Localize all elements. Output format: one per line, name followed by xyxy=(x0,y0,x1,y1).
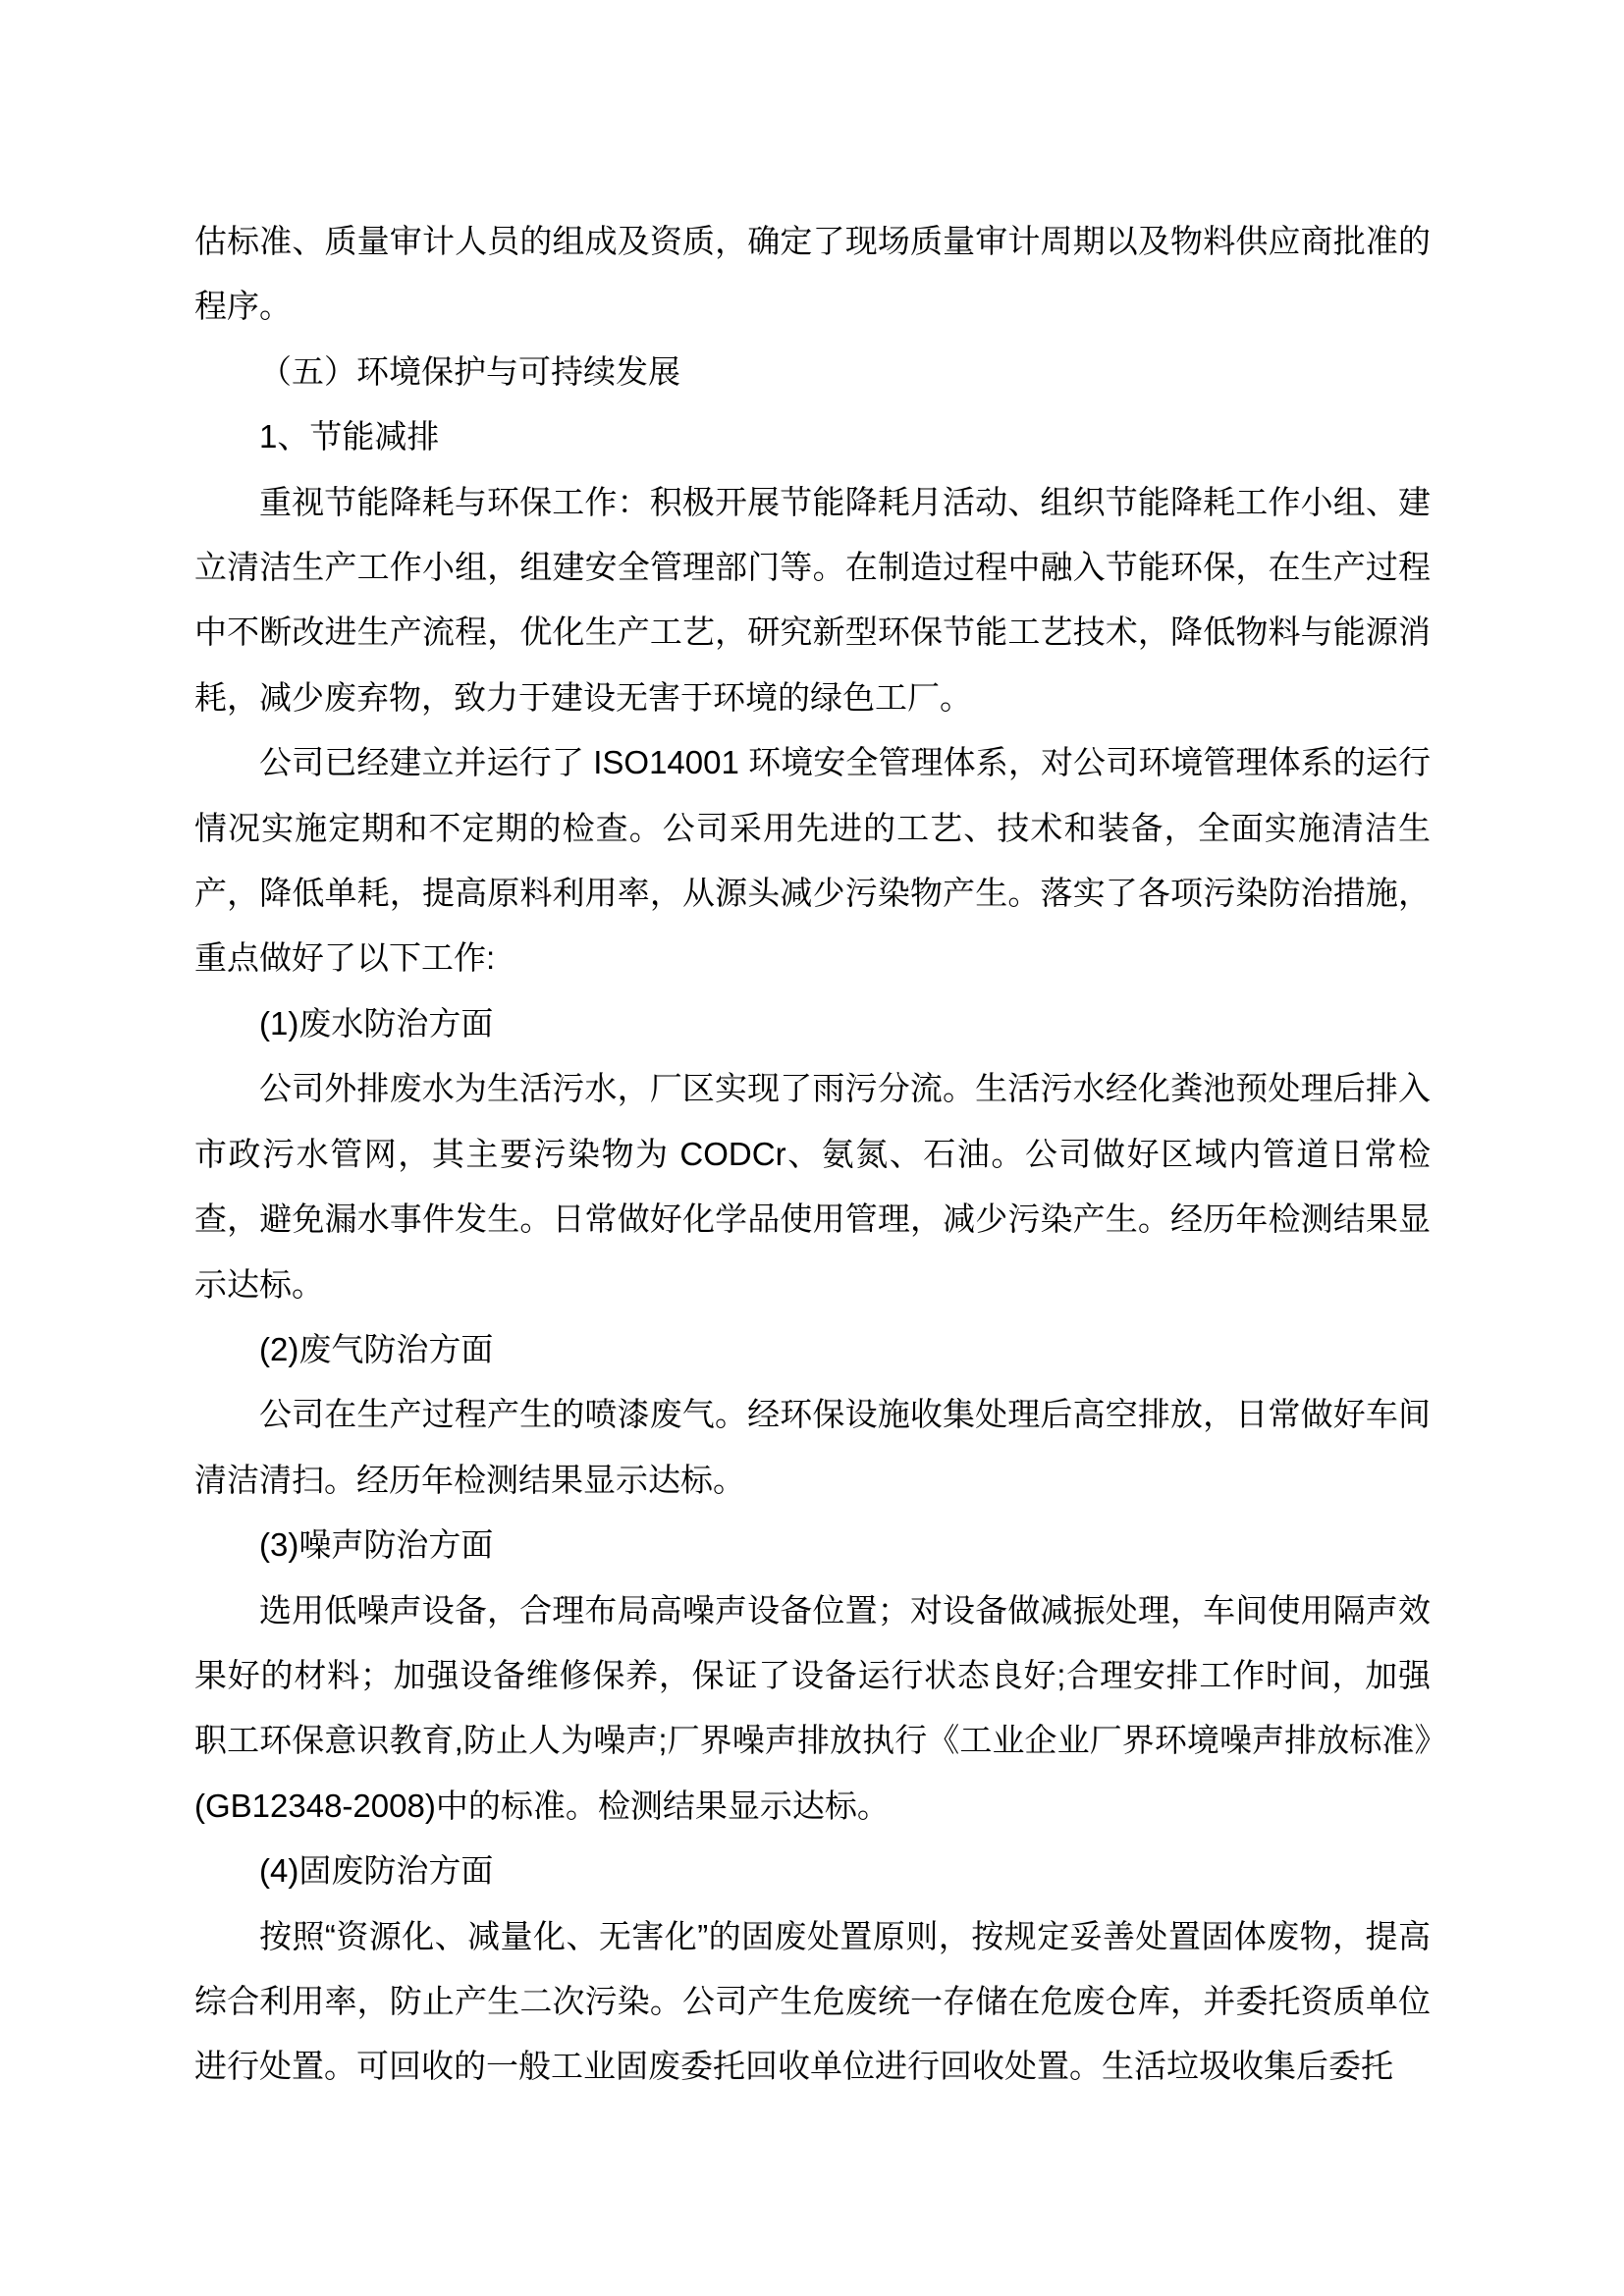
body-paragraph: 公司已经建立并运行了 ISO14001 环境安全管理体系，对公司环境管理体系的运行情况实施定期和不定期的检查。公司采用先进的工艺、技术和装备，全面实施清洁生产，降低单耗，提高原料利用率，从源头减少污染物产生。落实了各项污染防治措施，重点做好了以下工作: xyxy=(194,744,1431,977)
item-heading: (3)噪声防治方面 xyxy=(259,1526,494,1564)
body-paragraph: 公司在生产过程产生的喷漆废气。经环保设施收集处理后高空排放，日常做好车间清洁清扫。经历年检测结果显示达标。 xyxy=(194,1396,1431,1498)
item-heading: (2)废气防治方面 xyxy=(259,1330,494,1367)
body-paragraph: 按照“资源化、减量化、无害化”的固废处置原则，按规定妥善处置固体废物，提高综合利用率，防止产生二次污染。公司产生危废统一存储在危废仓库，并委托资质单位进行处置。可回收的一般工业固废委托回收单位进行回收处置。生活垃圾收集后委托 xyxy=(194,1917,1431,2085)
body-paragraph: 估标准、质量审计人员的组成及资质，确定了现场质量审计周期以及物料供应商批准的程序。 xyxy=(194,223,1431,325)
item-heading: (4)固废防治方面 xyxy=(259,1852,494,1890)
sub-heading: 1、节能减排 xyxy=(259,418,440,455)
section-heading: （五）环境保护与可持续发展 xyxy=(259,352,680,390)
document-text-block xyxy=(194,209,1431,2100)
body-paragraph: 公司外排废水为生活污水，厂区实现了雨污分流。生活污水经化粪池预处理后排入市政污水管网，其主要污染物为 CODCr、氨氮、石油。公司做好区域内管道日常检查，避免漏水事件发生。日常做好化学品使用管理，减少污染产生。经历年检测结果显示达标。 xyxy=(194,1070,1431,1303)
body-paragraph: 选用低噪声设备，合理布局高噪声设备位置；对设备做减振处理，车间使用隔声效果好的材料；加强设备维修保养，保证了设备运行状态良好;合理安排工作时间，加强职工环保意识教育,防止人为噪声;厂界噪声排放执行《工业企业厂界环境噪声排放标准》(GB12348-2008)中的标准。检测结果显示达标。 xyxy=(194,1591,1431,1824)
body-paragraph: 重视节能降耗与环保工作：积极开展节能降耗月活动、组织节能降耗工作小组、建立清洁生产工作小组，组建安全管理部门等。在制造过程中融入节能环保，在生产过程中不断改进生产流程，优化生产工艺，研究新型环保节能工艺技术，降低物料与能源消耗，减少废弃物，致力于建设无害于环境的绿色工厂。 xyxy=(194,483,1431,716)
item-heading: (1)废水防治方面 xyxy=(259,1004,494,1041)
